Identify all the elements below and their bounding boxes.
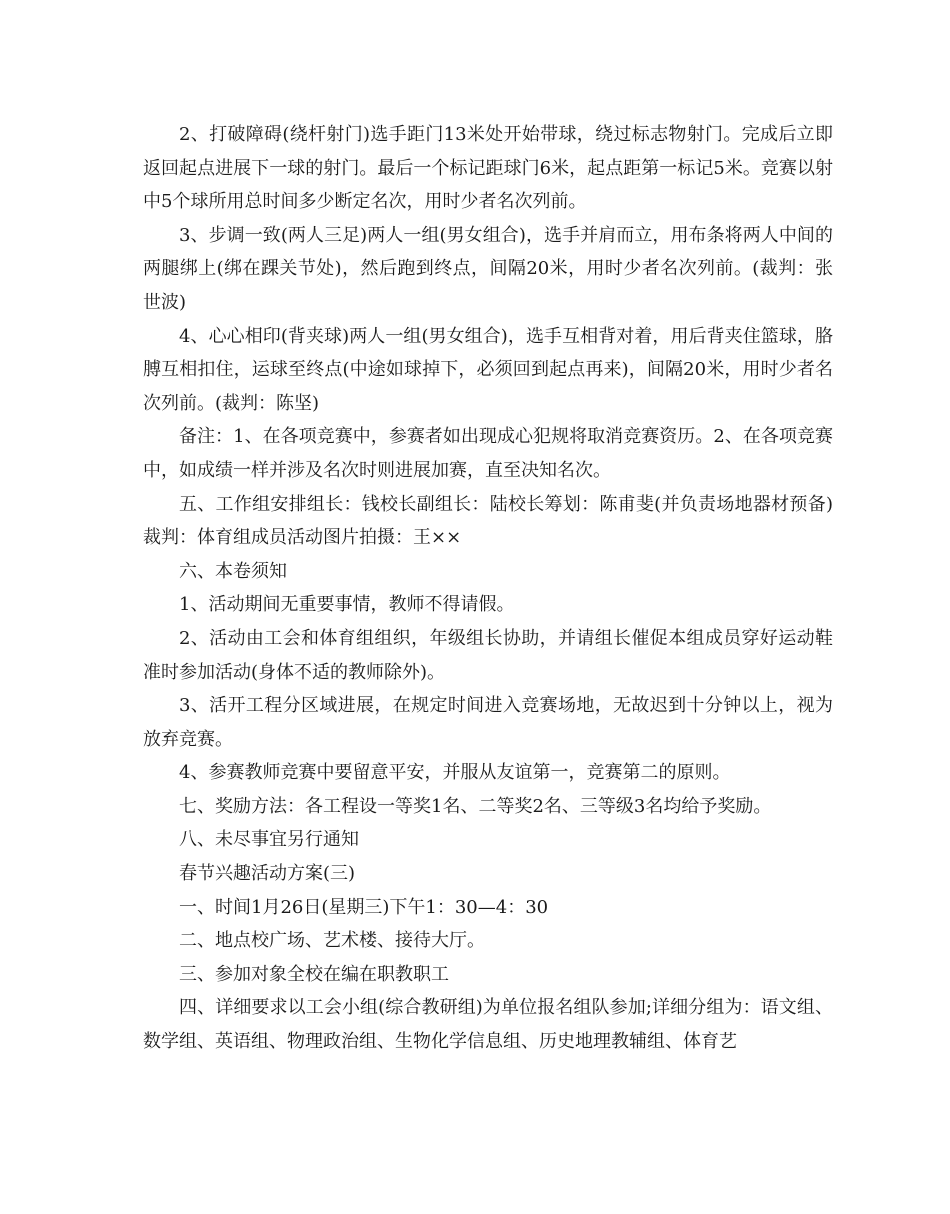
paragraph-requirements: 四、详细要求以工会小组(综合教研组)为单位报名组队参加;详细分组为：语文组、数学组、英语组、物理政治组、生物化学信息组、历史地理教辅组、体育艺	[143, 997, 833, 1053]
paragraph-note-3: 3、活开工程分区域进展，在规定时间进入竞赛场地，无故迟到十分钟以上，视为放弃竞赛。	[143, 695, 833, 750]
paragraph-other-matters: 八、未尽事宜另行通知	[179, 829, 359, 851]
document-body	[143, 118, 833, 1059]
paragraph-note-4: 4、参赛教师竞赛中要留意平安，并服从友谊第一，竞赛第二的原则。	[179, 762, 731, 784]
paragraph-football-slalom: 2、打破障碍(绕杆射门)选手距门13米处开始带球，绕过标志物射门。完成后立即返回起点进展下一球的射门。最后一个标记距球门6米，起点距第一标记5米。竞赛以射中5个球所用总时间多少断定名次，用时少者名次列前。	[143, 124, 833, 213]
paragraph-location: 二、地点校广场、艺术楼、接待大厅。	[179, 930, 485, 952]
paragraph-back-to-back-ball: 4、心心相印(背夹球)两人一组(男女组合)，选手互相背对着，用后背夹住篮球，胳膊互相扣住，运球至终点(中途如球掉下，必须回到起点再来)，间隔20米，用时少者名次列前。(裁判：陈坚)	[143, 325, 833, 414]
paragraph-rewards: 七、奖励方法：各工程设一等奖1名、二等奖2名、三等级3名均给予奖励。	[179, 795, 772, 817]
section-title-plan-three: 春节兴趣活动方案(三)	[179, 863, 356, 885]
paragraph-participants: 三、参加对象全校在编在职教职工	[179, 963, 449, 985]
paragraph-work-group: 五、工作组安排组长：钱校长副组长：陆校长筹划：陈甫斐(并负责场地器材预备)裁判：体育组成员活动图片拍摄：王××	[143, 493, 833, 549]
paragraph-three-legged-race: 3、步调一致(两人三足)两人一组(男女组合)，选手并肩而立，用布条将两人中间的两腿绑上(绑在踝关节处)，然后跑到终点，间隔20米，用时少者名次列前。(裁判：张世波)	[143, 224, 833, 313]
paragraph-note-1: 1、活动期间无重要事情，教师不得请假。	[179, 594, 515, 616]
paragraph-remarks: 备注：1、在各项竞赛中，参赛者如出现成心犯规将取消竞赛资历。2、在各项竞赛中，如成绩一样并涉及名次时则进展加赛，直至决知名次。	[143, 426, 833, 481]
paragraph-time: 一、时间1月26日(星期三)下午1：30—4：30	[179, 896, 549, 918]
heading-notes: 六、本卷须知	[179, 560, 287, 582]
paragraph-note-2: 2、活动由工会和体育组组织，年级组长协助，并请组长催促本组成员穿好运动鞋准时参加活动(身体不适的教师除外)。	[143, 627, 833, 683]
